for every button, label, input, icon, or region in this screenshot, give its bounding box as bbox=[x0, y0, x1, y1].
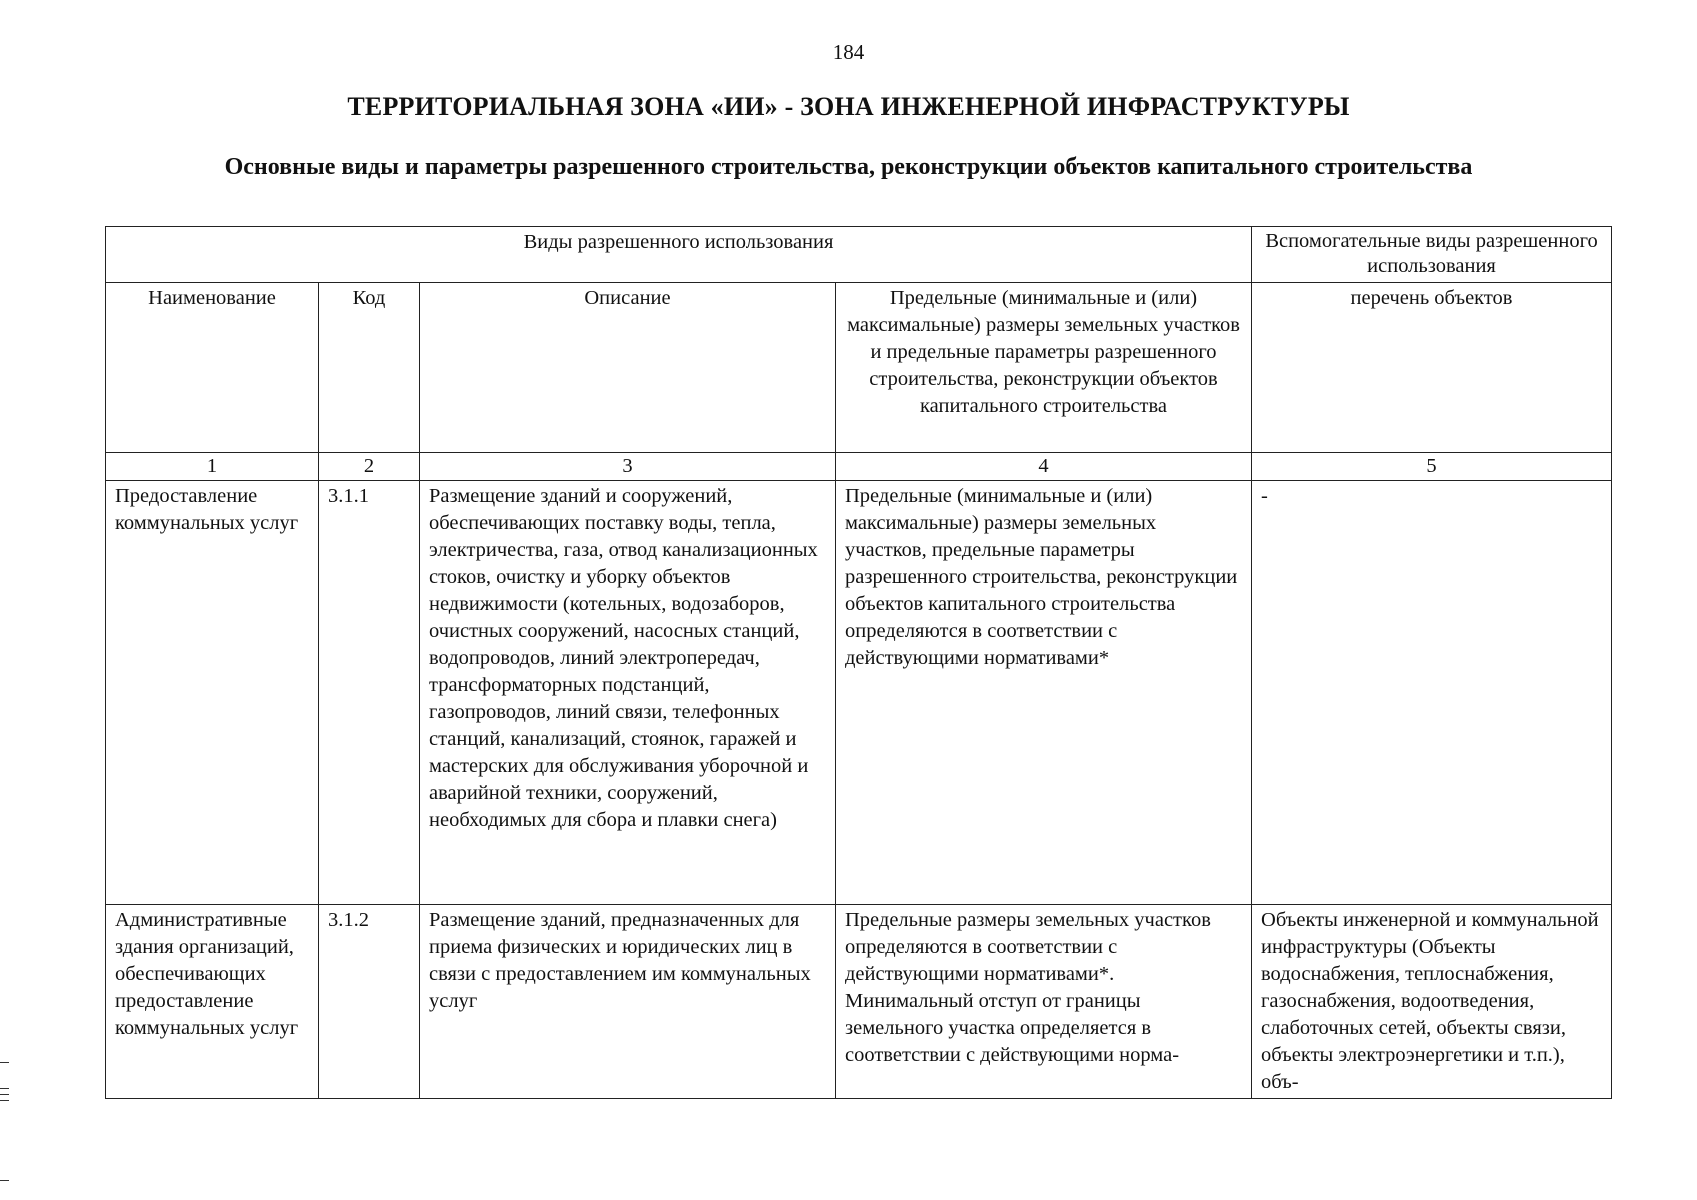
column-number: 3 bbox=[420, 453, 836, 481]
margin-mark bbox=[0, 1094, 9, 1095]
row-limits-part-1: Предельные размеры земельных участков определяются в соответствии с действующими нормативами*. bbox=[845, 909, 1211, 985]
table-column-numbers-row bbox=[106, 453, 1612, 481]
column-number: 1 bbox=[106, 453, 319, 481]
row-limits: Предельные (минимальные и (или) максимальные) размеры земельных участков, предельные параметры разрешенного строительства, реконструкции объектов капитального строительства определяются в соответствии с действующими нормативами* bbox=[836, 481, 1252, 905]
column-number: 5 bbox=[1252, 453, 1612, 481]
margin-mark bbox=[0, 1062, 9, 1063]
table-row bbox=[106, 481, 1612, 905]
row-objects: Объекты инженерной и коммунальной инфраструктуры (Объекты водоснабжения, теплоснабжения, газоснабжения, водоотведения, слаботочных сетей, объекты связи, объекты электроэнергетики и т.п.), объ- bbox=[1252, 905, 1612, 1099]
zone-title: ТЕРРИТОРИАЛЬНАЯ ЗОНА «ИИ» - ЗОНА ИНЖЕНЕРНОЙ ИНФРАСТРУКТУРЫ bbox=[347, 92, 1350, 121]
margin-mark bbox=[0, 1100, 9, 1101]
column-header-name: Наименование bbox=[106, 283, 319, 453]
column-header-objects-list: перечень объектов bbox=[1252, 283, 1612, 453]
page-number: 184 bbox=[832, 40, 865, 64]
row-code: 3.1.2 bbox=[319, 905, 420, 1099]
table-row bbox=[106, 905, 1612, 1099]
row-name: Административные здания организаций, обеспечивающих предоставление коммунальных услуг bbox=[106, 905, 319, 1099]
row-limits-part-2: Минимальный отступ от границы земельного участка определяется в соответствии с действующими норма- bbox=[845, 990, 1180, 1066]
row-description: Размещение зданий, предназначенных для приема физических и юридических лиц в связи с предоставлением им коммунальных услуг bbox=[420, 905, 836, 1099]
column-header-description: Описание bbox=[420, 283, 836, 453]
column-header-limits: Предельные (минимальные и (или) максимальные) размеры земельных участков и предельные параметры разрешенного строительства, реконструкции объектов капитального строительства bbox=[836, 283, 1252, 453]
group-header-permitted-uses: Виды разрешенного использования bbox=[106, 227, 1252, 283]
row-code: 3.1.1 bbox=[319, 481, 420, 905]
column-header-code: Код bbox=[319, 283, 420, 453]
row-limits bbox=[836, 905, 1252, 1099]
row-description: Размещение зданий и сооружений, обеспечивающих поставку воды, тепла, электричества, газа, отвод канализационных стоков, очистку и уборку объектов недвижимости (котельных, водозаборов, очистных сооружений, насосных станций, водопроводов, линий электропередач, трансформаторных подстанций, газопроводов, линий связи, телефонных станций, канализаций, стоянок, гаражей и мастерских для обслуживания уборочной и аварийной техники, сооружений, необходимых для сбора и плавки снега) bbox=[420, 481, 836, 905]
group-header-auxiliary-uses: Вспомогательные виды разрешенного использования bbox=[1252, 227, 1612, 283]
table-subtitle: Основные виды и параметры разрешенного строительства, реконструкции объектов капитального строительства bbox=[224, 154, 1473, 180]
margin-mark bbox=[0, 1180, 9, 1181]
column-number: 2 bbox=[319, 453, 420, 481]
permitted-uses-table bbox=[105, 226, 1612, 1099]
margin-mark bbox=[0, 1088, 9, 1089]
row-name: Предоставление коммунальных услуг bbox=[106, 481, 319, 905]
column-number: 4 bbox=[836, 453, 1252, 481]
table-column-header-row bbox=[106, 283, 1612, 453]
table-group-header-row bbox=[106, 227, 1612, 283]
row-objects: - bbox=[1252, 481, 1612, 905]
